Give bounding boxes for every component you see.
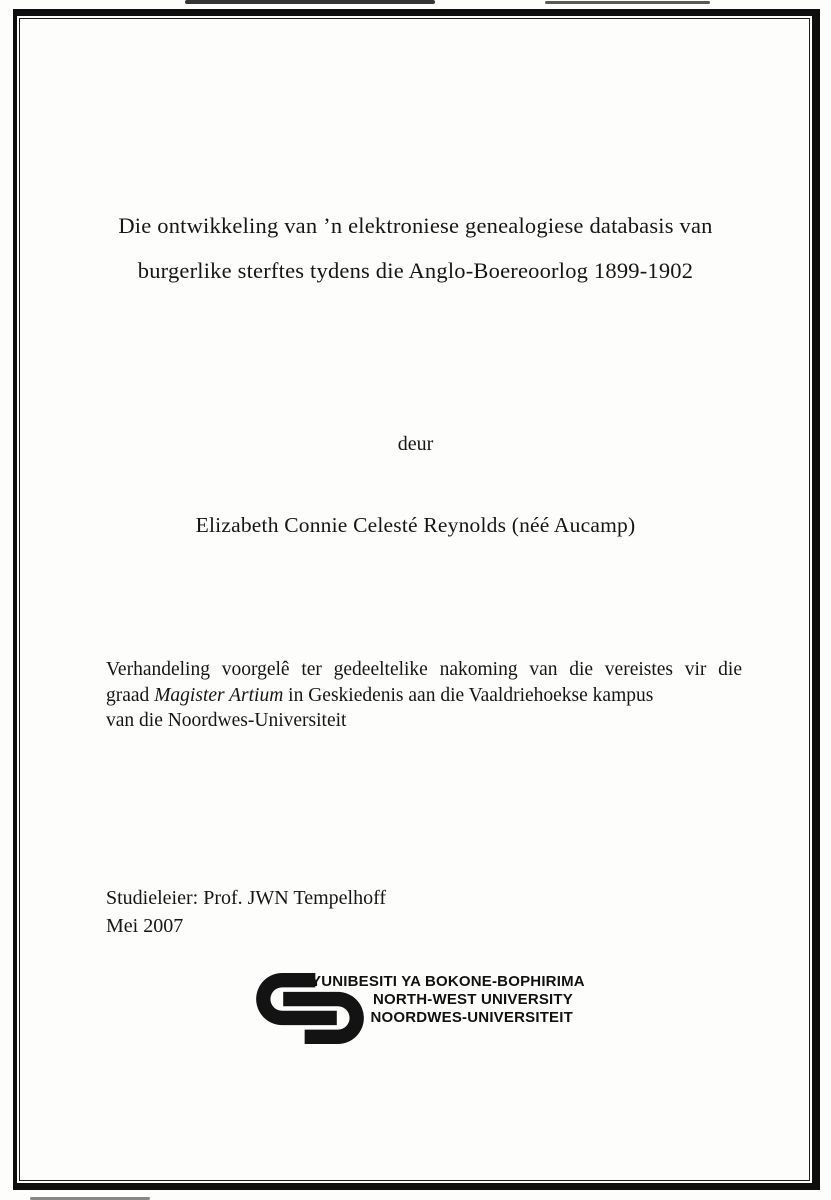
university-name-block [311, 973, 585, 1027]
scan-artifact [185, 0, 435, 4]
declaration-line2 [106, 683, 742, 709]
thesis-title [60, 203, 771, 293]
declaration-line3: van die Noordwes-Universiteit [106, 710, 347, 731]
supervisor-line: Studieleier: Prof. JWN Tempelhoff [106, 887, 387, 909]
thesis-title-line2: burgerlike sterftes tydens die Anglo-Boereoorlog 1899-1902 [137, 258, 694, 283]
date-line: Mei 2007 [106, 915, 184, 937]
declaration-line1: Verhandeling voorgelê ter gedeeltelike nakoming van die vereistes vir die [106, 659, 742, 680]
degree-name-italic: Magister Artium [154, 684, 284, 706]
declaration-line2-prefix: graad [106, 684, 155, 706]
scan-artifact [545, 1, 710, 4]
declaration-line2-suffix: in Geskiedenis aan die Vaaldriehoekse kampus [283, 684, 654, 706]
university-name-afrikaans: NOORDWES-UNIVERSITEIT [370, 1009, 573, 1026]
credits-block [106, 884, 386, 940]
university-logo [255, 966, 585, 1050]
byline-deur: deur [397, 433, 434, 455]
university-name-english: NORTH-WEST UNIVERSITY [372, 991, 573, 1008]
author-name: Elizabeth Connie Celesté Reynolds (néé Aucamp) [195, 513, 636, 537]
degree-declaration [106, 657, 742, 734]
university-name-setswana: YUNIBESITI YA BOKONE-BOPHIRIMA [311, 973, 585, 990]
thesis-title-line1: Die ontwikkeling van ’n elektroniese genealogiese databasis van [118, 213, 713, 238]
